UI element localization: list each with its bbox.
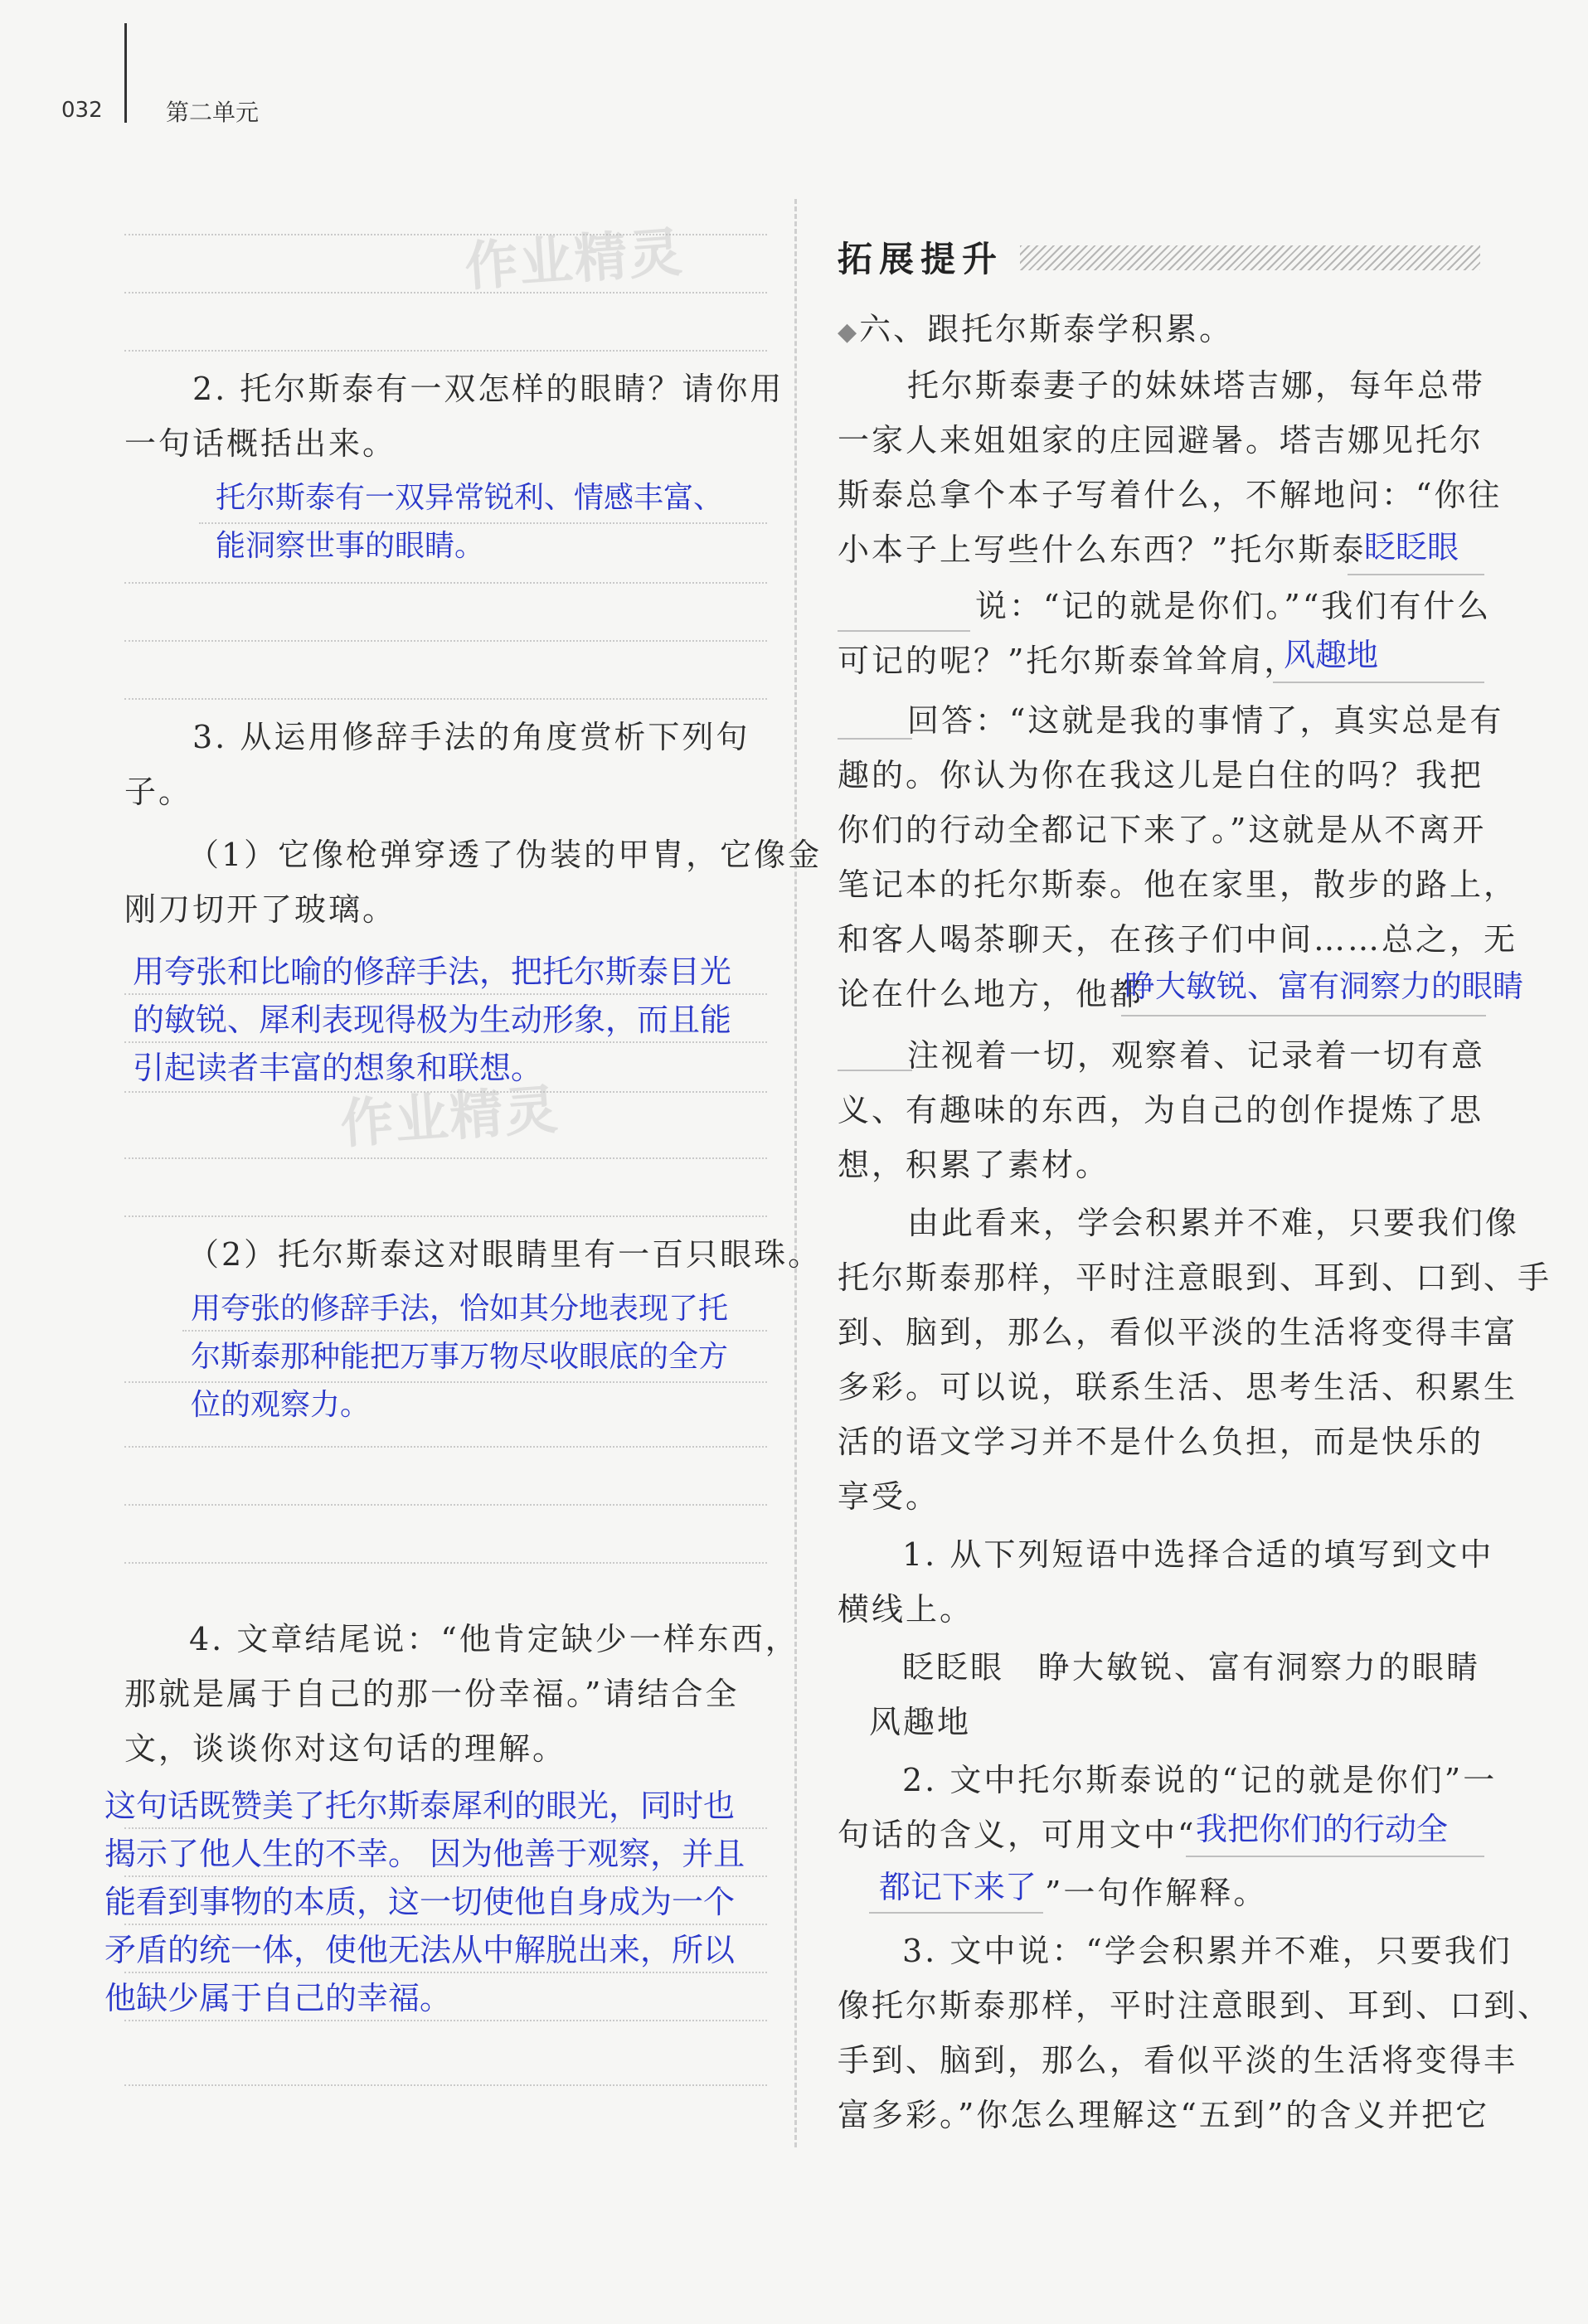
- question-3-sub-1-answer: 的敏锐、犀利表现得极为生动形象，而且能: [133, 1002, 732, 1038]
- answer-rule: [124, 2084, 767, 2086]
- answer-rule: [124, 1504, 767, 1506]
- question-3-sub-1-answer: 用夸张和比喻的修辞手法，把托尔斯泰目光: [133, 953, 732, 990]
- answer-rule: [124, 350, 767, 352]
- right-question-3: 富多彩。”你怎么理解这“五到”的含义并把它: [838, 2097, 1490, 2133]
- passage-line: 义、有趣味的东西，为自己的创作提炼了思: [838, 1092, 1484, 1128]
- passage-line: 托尔斯泰妻子的妹妹塔吉娜，每年总带: [907, 367, 1486, 404]
- question-4-answer: 他缺少属于自己的幸福。: [104, 1980, 452, 2016]
- part-title: [838, 302, 1233, 360]
- right-question-2-answer: 我把你们的行动全: [1196, 1811, 1449, 1847]
- fill-blank-answer-3: 睁大敏锐、富有洞察力的眼睛: [1124, 968, 1523, 1004]
- right-question-1-options: 眨眨眼 睁大敏锐、富有洞察力的眼睛: [902, 1649, 1481, 1686]
- column-divider: [794, 199, 797, 2147]
- answer-rule: [124, 1041, 767, 1043]
- passage-line: 想，积累了素材。: [838, 1147, 1110, 1183]
- question-2-prompt: 2. 托尔斯泰有一双怎样的眼睛？请你用: [192, 371, 784, 407]
- question-4-answer: 这句话既赞美了托尔斯泰犀利的眼光，同时也: [104, 1788, 736, 1824]
- watermark: 作业精灵: [338, 1079, 561, 1157]
- passage-line: 笔记本的托尔斯泰。他在家里，散步的路上，: [838, 866, 1518, 903]
- right-question-3: 像托尔斯泰那样，平时注意眼到、耳到、口到、: [838, 1987, 1552, 2024]
- diamond-bullet-icon: ◆: [838, 318, 860, 347]
- answer-rule: [124, 582, 767, 584]
- passage-line: 你们的行动全都记下来了。”这就是从不离开: [838, 812, 1487, 848]
- right-question-2: ”一句作解释。: [1045, 1875, 1268, 1911]
- question-3-sub-1: （1）它像枪弹穿透了伪装的甲胄，它像金: [187, 837, 823, 873]
- passage-line: 注视着一切，观察着、记录着一切有意: [907, 1037, 1486, 1074]
- passage-line: 论在什么地方，他都: [838, 976, 1144, 1012]
- section-title-hatch: [1020, 245, 1480, 270]
- right-question-3: 手到、脑到，那么，看似平淡的生活将变得丰: [838, 2042, 1518, 2079]
- right-question-1: 横线上。: [838, 1591, 974, 1628]
- fill-blank-line: [838, 1070, 912, 1071]
- answer-rule: [124, 1972, 767, 1973]
- fill-blank-line: [1186, 1856, 1484, 1857]
- passage-line: 小本子上写些什么东西？”托尔斯泰: [838, 531, 1367, 568]
- question-3-sub-2-answer: 尔斯泰那种能把万事万物尽收眼底的全方: [191, 1340, 729, 1374]
- answer-rule: [124, 1446, 767, 1448]
- watermark: 作业精灵: [463, 221, 686, 299]
- answer-rule: [124, 1157, 767, 1159]
- answer-rule: [124, 640, 767, 642]
- passage-line: 趣的。你认为你在我这儿是白住的吗？我把: [838, 757, 1484, 793]
- passage-line: 到、脑到，那么，看似平淡的生活将变得丰富: [838, 1314, 1518, 1351]
- passage-line: 托尔斯泰那样，平时注意眼到、耳到、口到、手: [838, 1259, 1552, 1296]
- passage-line: 和客人喝茶聊天，在孩子们中间……总之，无: [838, 921, 1518, 958]
- answer-rule: [124, 1875, 767, 1877]
- question-2-prompt: 一句话概括出来。: [124, 425, 397, 462]
- question-4-prompt: 4. 文章结尾说：“他肯定缺少一样东西，: [189, 1621, 799, 1657]
- passage-line: 回答：“这就是我的事情了，真实总是有: [907, 702, 1504, 739]
- answer-rule: [124, 1215, 767, 1217]
- answer-rule: [124, 1381, 767, 1383]
- answer-rule: [124, 2020, 767, 2021]
- question-2-answer: 托尔斯泰有一双异常锐利、情感丰富、: [216, 481, 724, 515]
- question-3-sub-2: （2）托尔斯泰这对眼睛里有一百只眼珠。: [187, 1236, 823, 1273]
- answer-rule: [124, 292, 767, 294]
- right-question-1-options: 风趣地: [869, 1704, 972, 1740]
- answer-rule: [124, 1827, 767, 1829]
- question-4-answer: 能看到事物的本质，这一切使他自身成为一个: [104, 1884, 736, 1920]
- fill-blank-line: [838, 630, 970, 632]
- right-question-2-answer: 都记下来了: [879, 1869, 1037, 1905]
- fill-blank-line: [838, 738, 912, 740]
- part-title-text: 六、跟托尔斯泰学积累。: [859, 311, 1234, 347]
- header-rule: [124, 23, 127, 123]
- answer-rule: [124, 993, 767, 995]
- right-question-1: 1. 从下列短语中选择合适的填写到文中: [902, 1536, 1494, 1573]
- passage-line: 多彩。可以说，联系生活、思考生活、积累生: [838, 1369, 1518, 1405]
- answer-rule: [124, 1562, 767, 1564]
- fill-blank-line: [1273, 682, 1484, 683]
- fill-blank-answer-1: 眨眨眼: [1364, 529, 1459, 565]
- section-title: 拓展提升: [838, 239, 1004, 279]
- passage-line: 斯泰总拿个本子写着什么，不解地问：“你往: [838, 477, 1503, 513]
- passage-line: 可记的呢？”托尔斯泰耸耸肩，: [838, 643, 1299, 679]
- answer-rule: [124, 698, 767, 700]
- question-2-answer: 能洞察世事的眼睛。: [216, 529, 485, 563]
- question-3-sub-1-answer: 引起读者丰富的想象和联想。: [133, 1050, 543, 1086]
- right-question-3: 3. 文中说：“学会积累并不难，只要我们: [902, 1933, 1513, 1969]
- passage-line: 说：“记的就是你们。”“我们有什么: [975, 588, 1492, 624]
- fill-blank-line: [1121, 1015, 1486, 1016]
- fill-blank-line: [1348, 574, 1484, 575]
- passage-line: 活的语文学习并不是什么负担，而是快乐的: [838, 1424, 1484, 1460]
- passage-line: 由此看来，学会积累并不难，只要我们像: [907, 1205, 1520, 1241]
- question-4-prompt: 文，谈谈你对这句话的理解。: [124, 1730, 567, 1767]
- question-4-answer: 揭示了他人生的不幸。 因为他善于观察，并且: [104, 1836, 745, 1872]
- answer-rule: [124, 1924, 767, 1925]
- question-3-prompt: 3. 从运用修辞手法的角度赏析下列句: [192, 719, 750, 755]
- fill-blank-answer-2: 风趣地: [1284, 637, 1379, 673]
- page-number: 032: [61, 98, 103, 123]
- question-3-sub-2-answer: 用夸张的修辞手法，恰如其分地表现了托: [191, 1292, 729, 1326]
- passage-line: 一家人来姐姐家的庄园避暑。塔吉娜见托尔: [838, 422, 1484, 458]
- question-3-sub-2-answer: 位的观察力。: [191, 1388, 371, 1422]
- answer-rule: [182, 1330, 767, 1332]
- right-question-2: 句话的含义，可用文中“: [838, 1817, 1197, 1853]
- question-3-prompt: 子。: [124, 774, 193, 810]
- fill-blank-line: [869, 1912, 1043, 1914]
- question-3-sub-1: 刚刀切开了玻璃。: [124, 891, 397, 928]
- passage-line: 享受。: [838, 1478, 940, 1515]
- right-question-2: 2. 文中托尔斯泰说的“记的就是你们”一: [902, 1762, 1498, 1798]
- question-4-answer: 矛盾的统一体，使他无法从中解脱出来，所以: [104, 1932, 736, 1968]
- question-4-prompt: 那就是属于自己的那一份幸福。”请结合全: [124, 1676, 740, 1712]
- unit-title: 第二单元: [166, 99, 260, 126]
